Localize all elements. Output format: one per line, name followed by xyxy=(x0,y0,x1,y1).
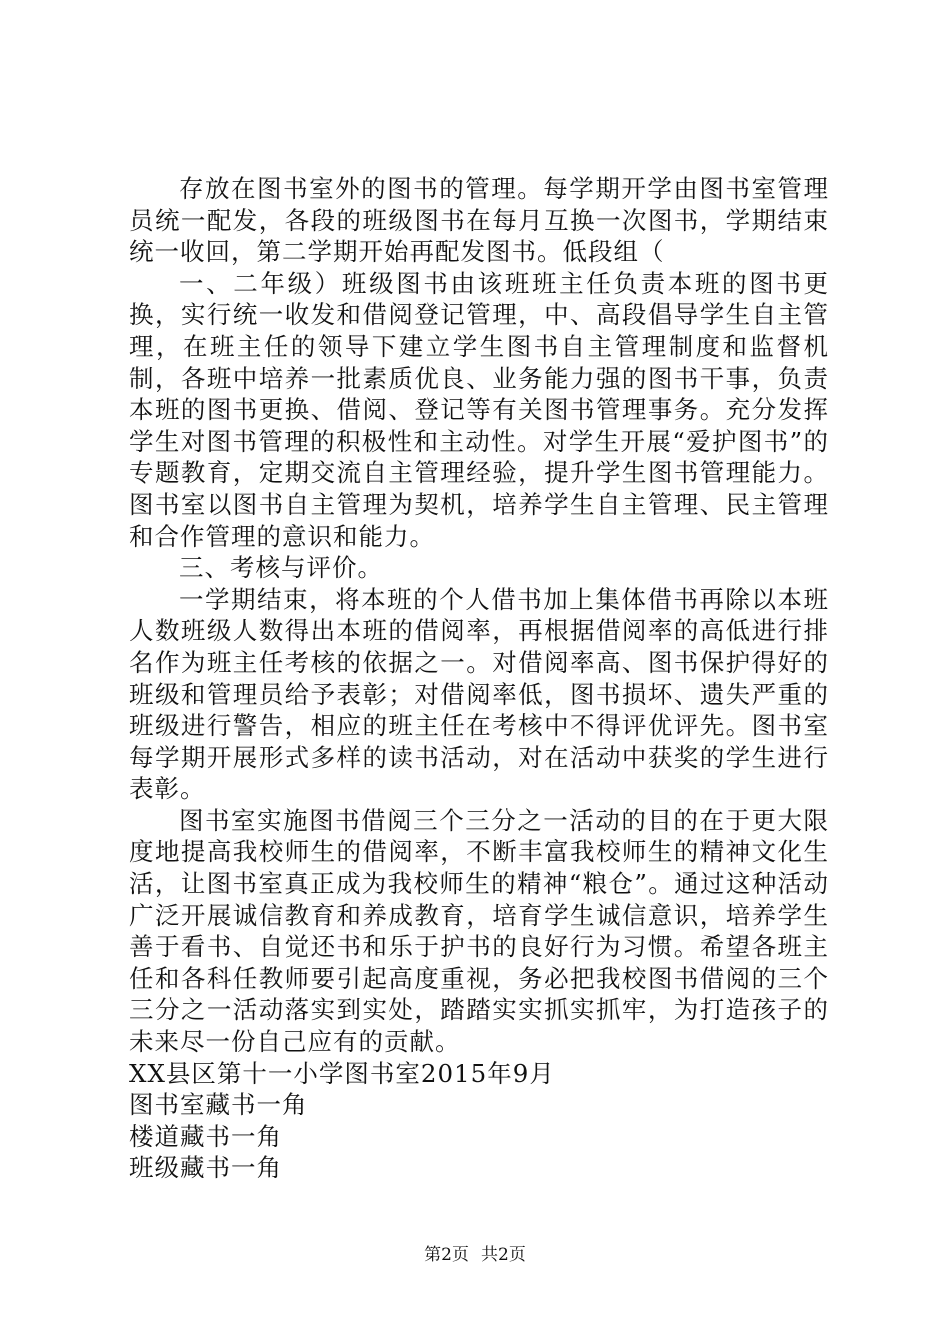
document-body xyxy=(129,173,829,1184)
page-number: 第2页 xyxy=(424,1245,469,1265)
paragraph-library-outside-management: 存放在图书室外的图书的管理。每学期开学由图书室管理员统一配发，各段的班级图书在每月互换一次图书，学期结束统一收回，第二学期开始再配发图书。低段组（ xyxy=(129,174,829,267)
paragraph-class-library-management: 一、二年级）班级图书由该班班主任负责本班的图书更换，实行统一收发和借阅登记管理，中、高段倡导学生自主管理，在班主任的领导下建立学生图书自主管理制度和监督机制，各班中培养一批素质优良、业务能力强的图书干事，负责本班的图书更换、借阅、登记等有关图书管理事务。充分发挥学生对图书管理的积极性和主动性。对学生开展“爱护图书”的专题教育，定期交流自主管理经验，提升学生图书管理能力。图书室以图书自主管理为契机，培养学生自主管理、民主管理和合作管理的意识和能力。 xyxy=(129,268,829,551)
paragraph-activity-purpose: 图书室实施图书借阅三个三分之一活动的目的在于更大限度地提高我校师生的借阅率，不断丰富我校师生的精神文化生活，让图书室真正成为我校师生的精神“粮仓”。通过这种活动广泛开展诚信教育和养成教育，培育学生诚信意识，培养学生善于看书、自觉还书和乐于护书的良好行为习惯。希望各班主任和各科任教师要引起高度重视，务必把我校图书借阅的三个三分之一活动落实到实处，踏踏实实抓实抓牢，为打造孩子的未来尽一份自己应有的贡献。 xyxy=(129,805,829,1057)
caption-library-corner: 图书室藏书一角 xyxy=(129,1090,308,1120)
section-heading-assessment: 三、考核与评价。 xyxy=(179,553,383,583)
caption-corridor-corner: 楼道藏书一角 xyxy=(129,1121,282,1151)
page-total: 共2页 xyxy=(481,1245,526,1265)
page-footer xyxy=(0,1244,950,1266)
signature-line: XX县区第十一小学图书室2015年9月 xyxy=(129,1058,555,1088)
paragraph-assessment-rules: 一学期结束，将本班的个人借书加上集体借书再除以本班人数班级人数得出本班的借阅率，再根据借阅率的高低进行排名作为班主任考核的依据之一。对借阅率高、图书保护得好的班级和管理员给予表彰；对借阅率低，图书损坏、遗失严重的班级进行警告，相应的班主任在考核中不得评优评先。图书室每学期开展形式多样的读书活动，对在活动中获奖的学生进行表彰。 xyxy=(129,584,829,804)
caption-class-corner: 班级藏书一角 xyxy=(129,1153,282,1183)
